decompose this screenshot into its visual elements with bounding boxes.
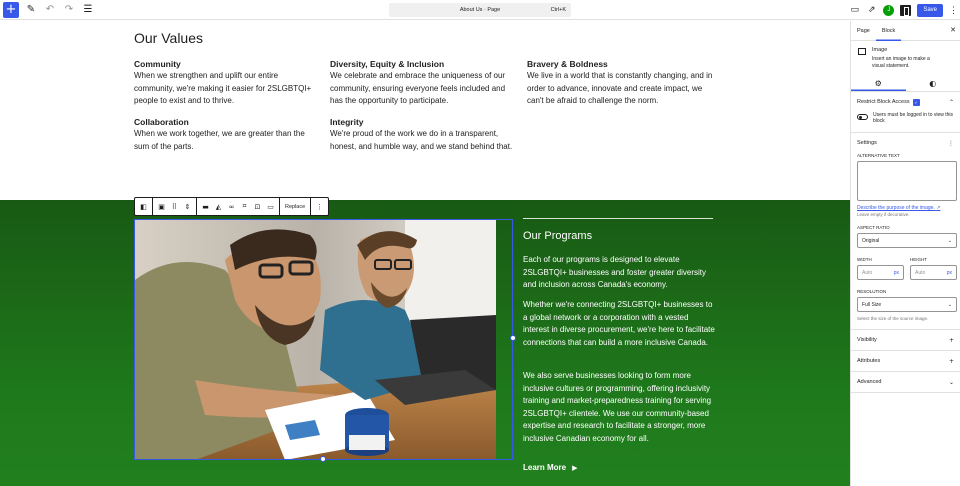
drag-handle-icon: ⠿ [171, 202, 178, 211]
caption-button[interactable] [265, 201, 277, 213]
attributes-panel[interactable] [851, 351, 960, 372]
document-overview-button[interactable] [81, 3, 95, 17]
image-block-icon [858, 48, 866, 55]
programs-paragraph[interactable]: Whether we're connecting 2SLGBTQI+ businesses to a global network or a corporation with a vested interest in diverse procurement, we're here to facilitate connections that can build a more inclusive Canada. [523, 300, 715, 347]
inspector-mode-tabs [851, 76, 960, 92]
resize-handle-right[interactable] [510, 335, 516, 341]
link-button[interactable] [226, 201, 238, 213]
block-toolbar-move-group [153, 198, 197, 215]
caption-icon: ▭ [267, 202, 274, 211]
advanced-panel[interactable] [851, 372, 960, 393]
document-title: About Us · Page [459, 7, 501, 13]
tab-settings[interactable] [851, 76, 906, 91]
crop-button[interactable] [239, 201, 251, 213]
height-unit: px [946, 269, 952, 276]
value-column-collaboration[interactable] [134, 117, 320, 153]
align-button[interactable] [200, 201, 212, 213]
tab-page[interactable]: Page [857, 27, 870, 34]
dimensions-row [857, 257, 957, 289]
styles-contrast-icon: ◐ [929, 79, 937, 88]
jetpack-icon: J [887, 7, 891, 13]
login-required-label: Users must be logged in to view this block [873, 112, 954, 124]
replace-button[interactable]: Replace [285, 203, 306, 210]
settings-options-button[interactable] [948, 140, 954, 147]
visibility-panel[interactable] [851, 330, 960, 351]
preview-button[interactable] [849, 5, 860, 16]
programs-separator [523, 218, 713, 219]
programs-heading[interactable]: Our Programs [523, 230, 593, 242]
media-text-icon: ◧ [140, 202, 147, 211]
value-title: Bravery & Boldness [527, 59, 608, 69]
duotone-button[interactable] [213, 201, 225, 213]
restrict-access-panel [851, 92, 960, 133]
learn-more-button[interactable] [523, 463, 578, 472]
block-toolbar-tools-group [197, 198, 280, 215]
value-text: We celebrate and embrace the uniqueness of our community, ensuring everyone feels included and has the opportunity to participate. [330, 71, 506, 105]
width-input[interactable] [857, 265, 904, 280]
crop-icon: ⌗ [242, 202, 247, 210]
aspect-ratio-label: ASPECT RATIO [857, 225, 890, 230]
more-vertical-icon: ⋮ [949, 4, 958, 15]
settings-sidebar-toggle[interactable] [900, 5, 911, 16]
describe-image-link-text: Describe the purpose of the image. [857, 205, 935, 211]
value-text: When we work together, we are greater than the sum of the parts. [134, 129, 305, 151]
people-at-laptops-photo [135, 220, 496, 460]
block-name: Image [872, 47, 888, 53]
close-icon: ✕ [950, 26, 956, 34]
resolution-help: Select the size of the source image. [857, 316, 929, 321]
top-right-actions [849, 0, 960, 20]
height-control [910, 257, 957, 289]
settings-panel [851, 133, 960, 330]
resolution-value: Full Size [862, 301, 882, 308]
drag-handle[interactable] [169, 201, 181, 213]
learn-more-label: Learn More [523, 463, 567, 472]
plus-icon: + [5, 2, 17, 17]
alt-text-label: ALTERNATIVE TEXT [857, 153, 900, 158]
settings-title: Settings [857, 140, 877, 146]
alt-text-help: Leave empty if decorative. [857, 212, 910, 217]
text-overlay-button[interactable] [252, 201, 264, 213]
chevron-down-icon: ⌄ [947, 301, 952, 308]
aspect-ratio-select[interactable] [857, 233, 957, 248]
restrict-access-title: Restrict Block Access [857, 99, 910, 105]
height-placeholder: Auto [915, 269, 926, 276]
external-link-icon: ⇗ [868, 5, 876, 15]
selected-image-block[interactable] [135, 220, 496, 460]
resolution-label: RESOLUTION [857, 289, 887, 294]
editor-top-toolbar [0, 0, 960, 20]
block-type-button[interactable] [156, 201, 168, 213]
login-required-toggle-row [857, 112, 954, 132]
settings-header [857, 133, 954, 153]
value-column-integrity[interactable] [330, 117, 516, 153]
select-parent-button[interactable] [138, 201, 150, 213]
more-vertical-icon: ⋮ [316, 202, 324, 211]
pencil-icon: ✎ [26, 4, 36, 15]
tools-pencil-button[interactable] [24, 3, 38, 17]
block-card [851, 41, 960, 73]
desktop-icon: ▭ [850, 5, 860, 15]
login-required-toggle[interactable] [857, 114, 868, 120]
editor-canvas [0, 21, 850, 486]
block-inserter-toggle[interactable] [3, 2, 19, 18]
describe-image-link[interactable] [857, 205, 954, 211]
value-column-community[interactable] [134, 59, 320, 108]
move-up-down-button[interactable] [182, 201, 194, 213]
attributes-header[interactable] [857, 351, 954, 371]
plus-icon: + [948, 357, 954, 365]
chevron-down-icon: ⌄ [948, 378, 954, 386]
width-placeholder: Auto [862, 269, 873, 276]
resolution-select[interactable] [857, 297, 957, 312]
width-control [857, 257, 904, 289]
image-block-icon: ▣ [158, 202, 165, 211]
tab-block[interactable]: Block [876, 21, 901, 41]
width-unit: px [893, 269, 899, 276]
value-title: Diversity, Equity & Inclusion [330, 59, 445, 69]
programs-paragraph[interactable]: We also serve businesses looking to form more inclusive cultures or programming, offering inclusivity training and market-preparedness training for serving 2SLGBTQI+ clientele. We use our community-based expertise and research to facilitate a stronger, more inclusive Canadian economy for all. [523, 371, 712, 443]
sidebar-tabs [851, 21, 960, 41]
play-arrow-icon: ▶ [572, 463, 578, 472]
height-label: HEIGHT [910, 257, 928, 262]
external-link-icon: ↗ [936, 205, 941, 211]
command-palette-bar[interactable] [389, 3, 571, 17]
list-view-icon: ☰ [83, 4, 93, 15]
view-page-button[interactable] [866, 5, 877, 16]
visibility-title: Visibility [857, 337, 877, 343]
align-icon: ▬ [202, 202, 209, 211]
gear-icon: ⚙ [874, 79, 882, 88]
link-icon: ∞ [228, 202, 235, 211]
options-menu-button[interactable] [949, 4, 958, 16]
plugin-badge-icon: ✓ [914, 99, 918, 105]
value-text: We're proud of the work we do in a transparent, honest, and humble way, and we stand behind that. [330, 129, 513, 151]
duotone-icon: ◭ [215, 202, 222, 211]
undo-icon: ↶ [45, 4, 55, 15]
block-toolbar-options-group [311, 198, 328, 215]
plus-icon: + [948, 336, 954, 344]
jetpack-button[interactable] [883, 5, 894, 16]
chevron-up-icon: ⌃ [948, 98, 954, 106]
advanced-header[interactable] [857, 372, 954, 392]
aspect-ratio-value: Original [862, 237, 880, 244]
block-options-button[interactable] [314, 201, 326, 213]
height-input[interactable] [910, 265, 957, 280]
settings-sidebar [850, 21, 960, 486]
text-overlay-icon: ⊡ [254, 202, 261, 211]
value-title: Integrity [330, 117, 364, 127]
width-label: WIDTH [857, 257, 872, 262]
visibility-header[interactable] [857, 330, 954, 350]
attributes-title: Attributes [857, 358, 881, 364]
value-text: When we strengthen and uplift our entire community, we're making it easier for 2SLGBTQI+ people to exist and to thrive. [134, 71, 312, 105]
redo-icon: ↷ [64, 4, 74, 15]
value-title: Collaboration [134, 117, 189, 127]
command-shortcut: Ctrl+K [550, 7, 566, 13]
chevron-up-down-icon: ⇕ [184, 202, 191, 211]
image-block-toolbar [134, 197, 329, 216]
value-text: We live in a world that is constantly changing, and in order to advance, innovate and create impact, we can't be afraid to challenge the norm. [527, 71, 713, 105]
undo-button[interactable] [43, 3, 57, 17]
close-sidebar-button[interactable] [950, 26, 956, 34]
programs-paragraph[interactable]: Each of our programs is designed to elevate 2SLGBTQI+ businesses and foster greater diversity and inclusion across Canada's economy. [523, 255, 706, 289]
resize-handle-bottom[interactable] [320, 456, 326, 462]
block-description: Insert an image to make a visual statement. [872, 56, 930, 69]
values-heading[interactable]: Our Values [134, 30, 203, 46]
redo-button[interactable] [62, 3, 76, 17]
save-button[interactable]: Save [917, 4, 943, 17]
block-toolbar-parent-group [135, 198, 153, 215]
restrict-access-header[interactable] [857, 92, 954, 112]
chevron-down-icon: ⌄ [947, 237, 952, 244]
tab-styles[interactable] [906, 76, 960, 91]
more-vertical-icon: ⋮ [948, 139, 954, 147]
block-toolbar-replace-group [280, 198, 311, 215]
value-column-diversity[interactable] [330, 59, 516, 108]
alt-text-field[interactable] [857, 161, 957, 201]
advanced-title: Advanced [857, 379, 882, 385]
value-column-bravery[interactable] [527, 59, 713, 108]
value-title: Community [134, 59, 181, 69]
